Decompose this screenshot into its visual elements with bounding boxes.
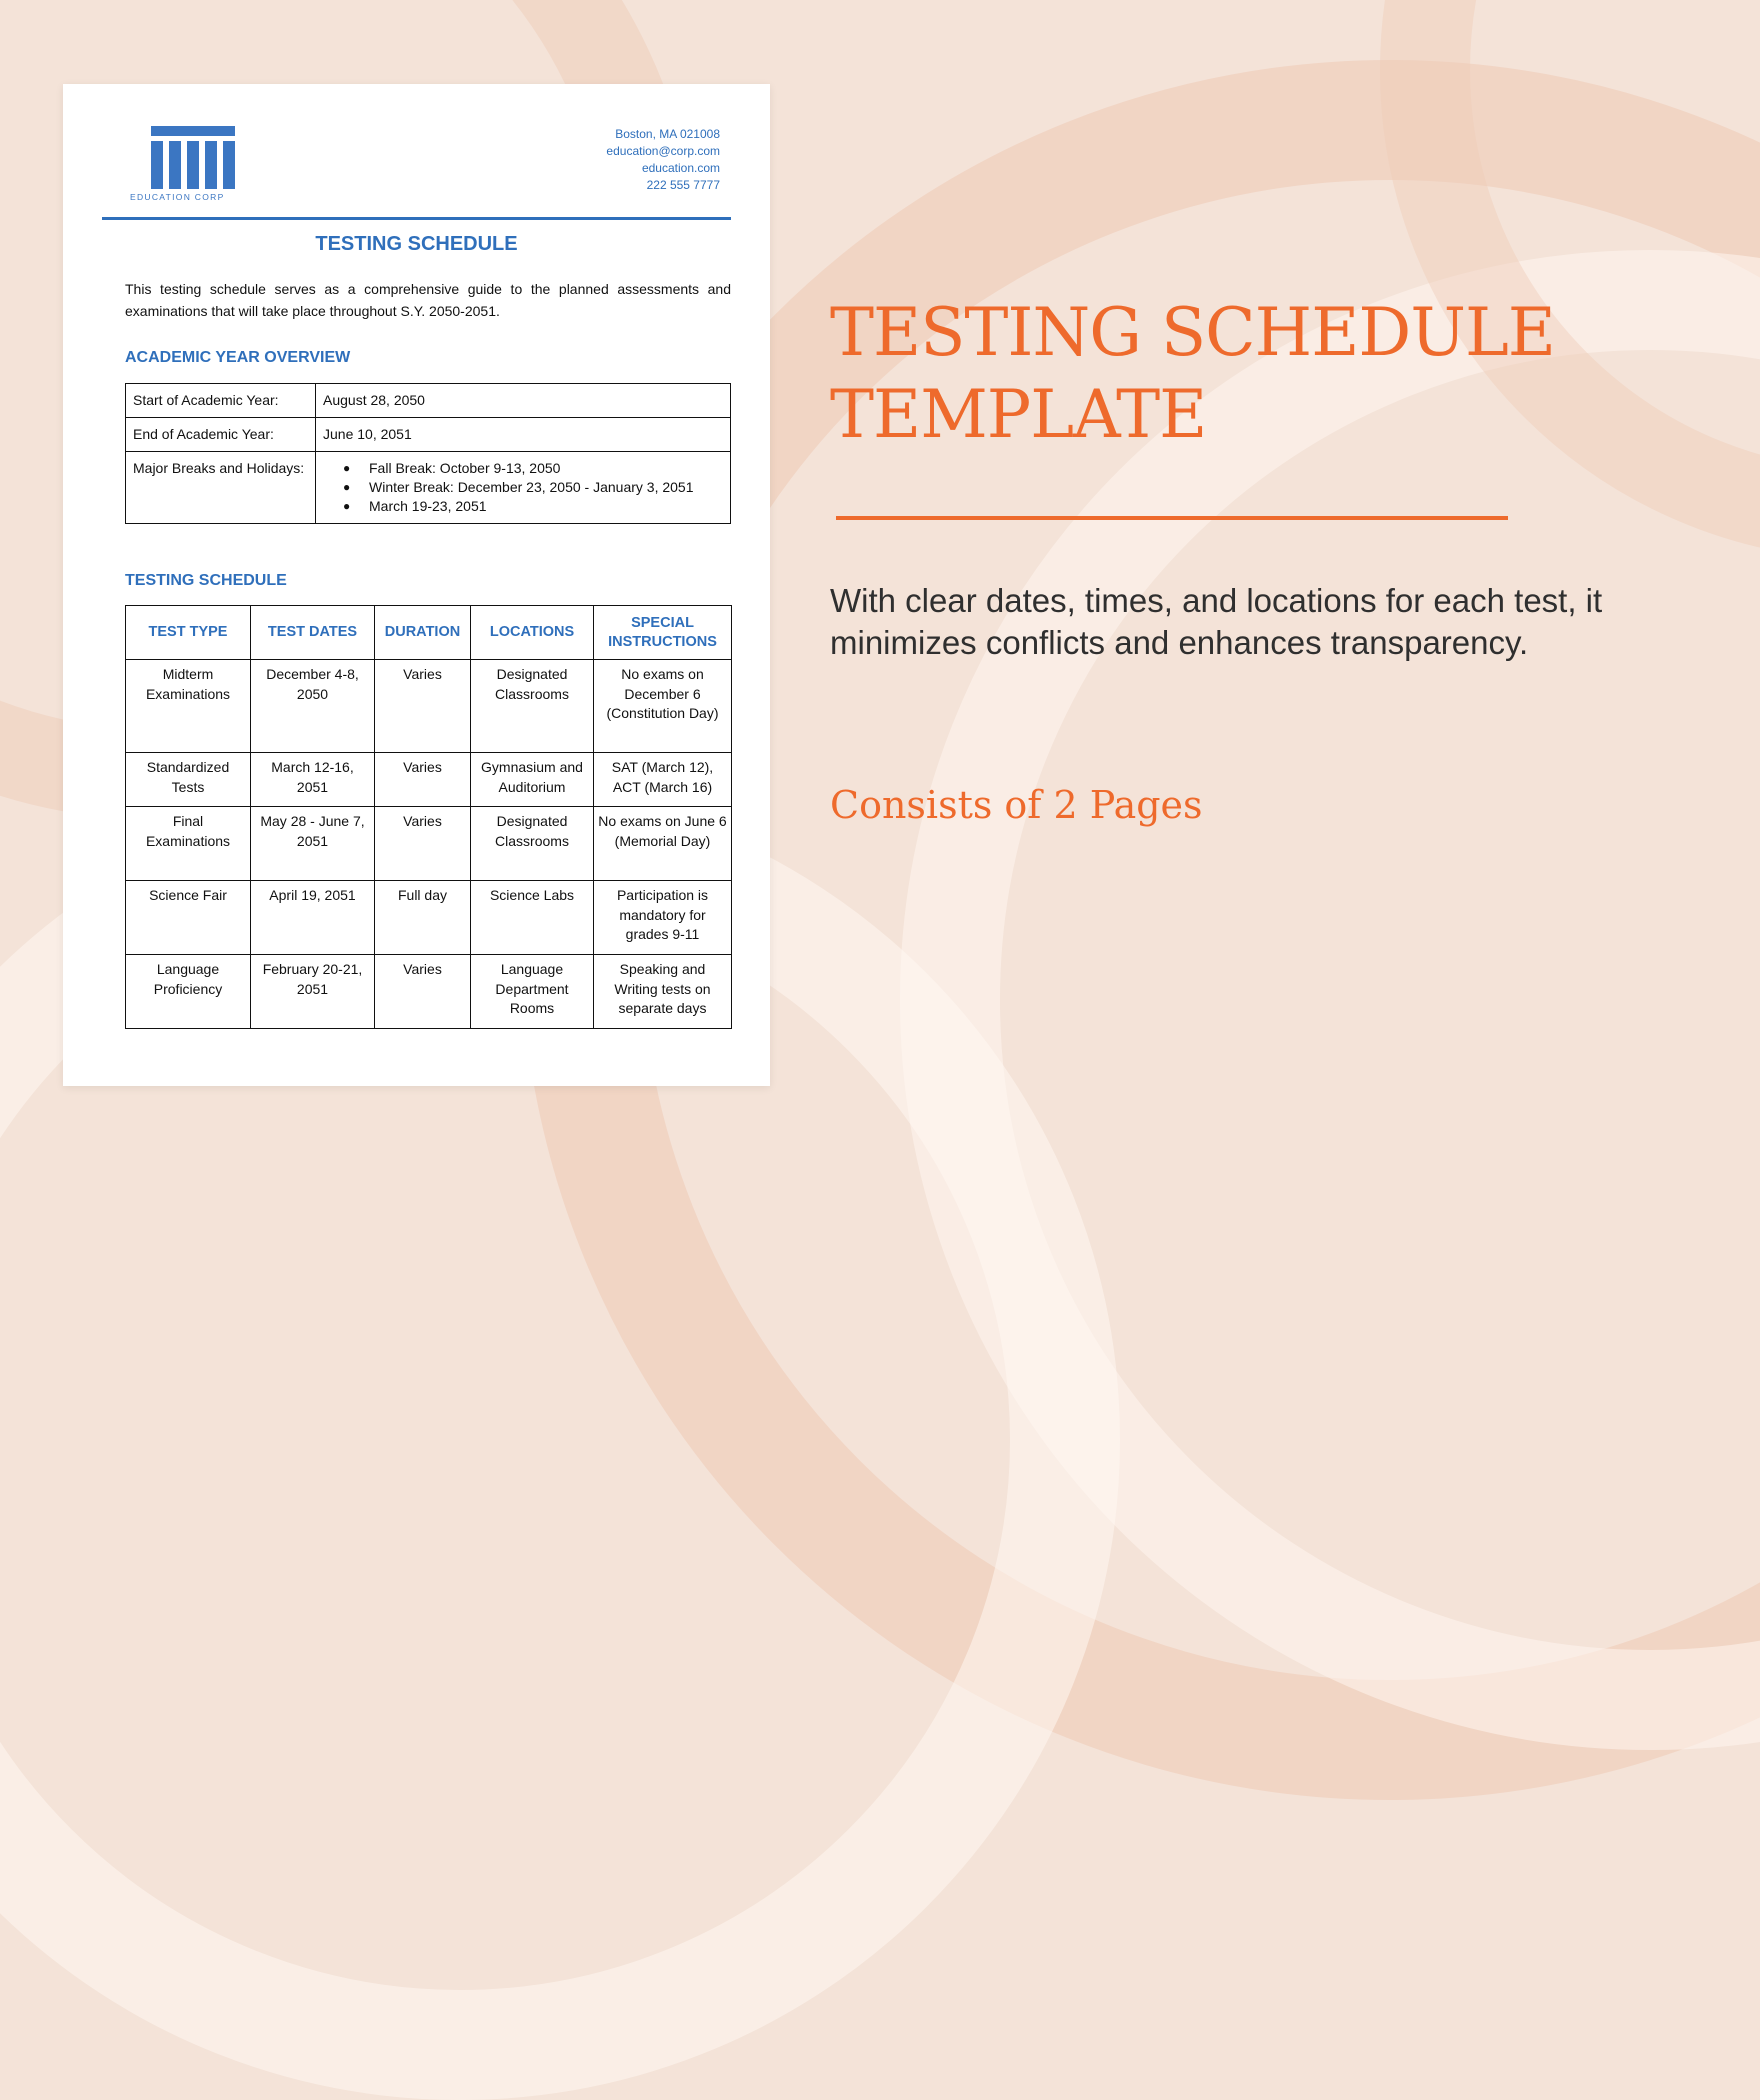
- overview-table: [125, 383, 731, 524]
- end-value: June 10, 2051: [316, 418, 731, 452]
- table-cell: December 4-8, 2050: [251, 660, 375, 753]
- table-cell: Designated Classrooms: [471, 807, 594, 881]
- table-cell: Science Labs: [471, 881, 594, 955]
- table-row: [126, 753, 732, 807]
- breaks-label: Major Breaks and Holidays:: [126, 452, 316, 524]
- contact-email: education@corp.com: [606, 144, 720, 158]
- table-row: [126, 418, 731, 452]
- table-cell: Varies: [375, 955, 471, 1029]
- table-cell: Full day: [375, 881, 471, 955]
- table-cell: May 28 - June 7, 2051: [251, 807, 375, 881]
- schedule-heading: TESTING SCHEDULE: [125, 572, 287, 589]
- background-wave: [1380, 0, 1760, 560]
- header-divider: [102, 217, 731, 220]
- breaks-list: [323, 459, 723, 516]
- table-cell: No exams on December 6 (Constitution Day): [594, 660, 732, 753]
- promo-description: With clear dates, times, and locations for each test, it minimizes conflicts and enhances transparency.: [830, 582, 1603, 661]
- table-cell: Standardized Tests: [126, 753, 251, 807]
- document-preview: [63, 84, 770, 1086]
- table-cell: February 20-21, 2051: [251, 955, 375, 1029]
- intro-paragraph: This testing schedule serves as a comprehensive guide to the planned assessments and examinations that will take place throughout S.Y. 2050-2051.: [125, 281, 731, 319]
- list-item: ● Fall Break: October 9-13, 2050: [369, 459, 723, 478]
- schedule-table: [125, 605, 732, 1029]
- table-cell: Varies: [375, 807, 471, 881]
- table-cell: No exams on June 6 (Memorial Day): [594, 807, 732, 881]
- column-header: TEST TYPE: [126, 606, 251, 660]
- column-header: SPECIAL INSTRUCTIONS: [594, 606, 732, 660]
- promo-pages: Consists of 2 Pages: [830, 783, 1203, 827]
- table-cell: Varies: [375, 660, 471, 753]
- breaks-cell: [316, 452, 731, 524]
- background-wave: [900, 250, 1760, 1750]
- table-cell: Language Department Rooms: [471, 955, 594, 1029]
- table-header-row: [126, 606, 732, 660]
- table-cell: Varies: [375, 753, 471, 807]
- overview-heading: ACADEMIC YEAR OVERVIEW: [125, 349, 351, 366]
- contact-website: education.com: [641, 161, 720, 175]
- education-corp-logo: [127, 126, 267, 196]
- start-label: Start of Academic Year:: [126, 384, 316, 418]
- table-cell: April 19, 2051: [251, 881, 375, 955]
- table-cell: Final Examinations: [126, 807, 251, 881]
- contact-address: Boston, MA 021008: [615, 127, 720, 141]
- list-item: ● Winter Break: December 23, 2050 - January 3, 2051: [369, 478, 723, 497]
- table-cell: Midterm Examinations: [126, 660, 251, 753]
- start-value: August 28, 2050: [316, 384, 731, 418]
- table-cell: Science Fair: [126, 881, 251, 955]
- promo-divider: [836, 516, 1508, 520]
- logo-text: EDUCATION CORP: [130, 192, 225, 202]
- column-header: LOCATIONS: [471, 606, 594, 660]
- list-item: ● March 19-23, 2051: [369, 497, 723, 516]
- table-row: [126, 660, 732, 753]
- column-header: DURATION: [375, 606, 471, 660]
- table-cell: SAT (March 12), ACT (March 16): [594, 753, 732, 807]
- table-row: [126, 384, 731, 418]
- table-cell: Language Proficiency: [126, 955, 251, 1029]
- table-row: [126, 452, 731, 524]
- table-cell: Speaking and Writing tests on separate days: [594, 955, 732, 1029]
- contact-phone: 222 555 7777: [646, 178, 720, 192]
- promo-title: TESTING SCHEDULE TEMPLATE: [830, 294, 1555, 453]
- table-cell: Participation is mandatory for grades 9-11: [594, 881, 732, 955]
- table-cell: Designated Classrooms: [471, 660, 594, 753]
- document-title: TESTING SCHEDULE: [315, 233, 518, 255]
- table-cell: March 12-16, 2051: [251, 753, 375, 807]
- contact-block: [606, 126, 720, 194]
- table-row: [126, 881, 732, 955]
- column-header: TEST DATES: [251, 606, 375, 660]
- table-row: [126, 955, 732, 1029]
- table-row: [126, 807, 732, 881]
- table-cell: Gymnasium and Auditorium: [471, 753, 594, 807]
- end-label: End of Academic Year:: [126, 418, 316, 452]
